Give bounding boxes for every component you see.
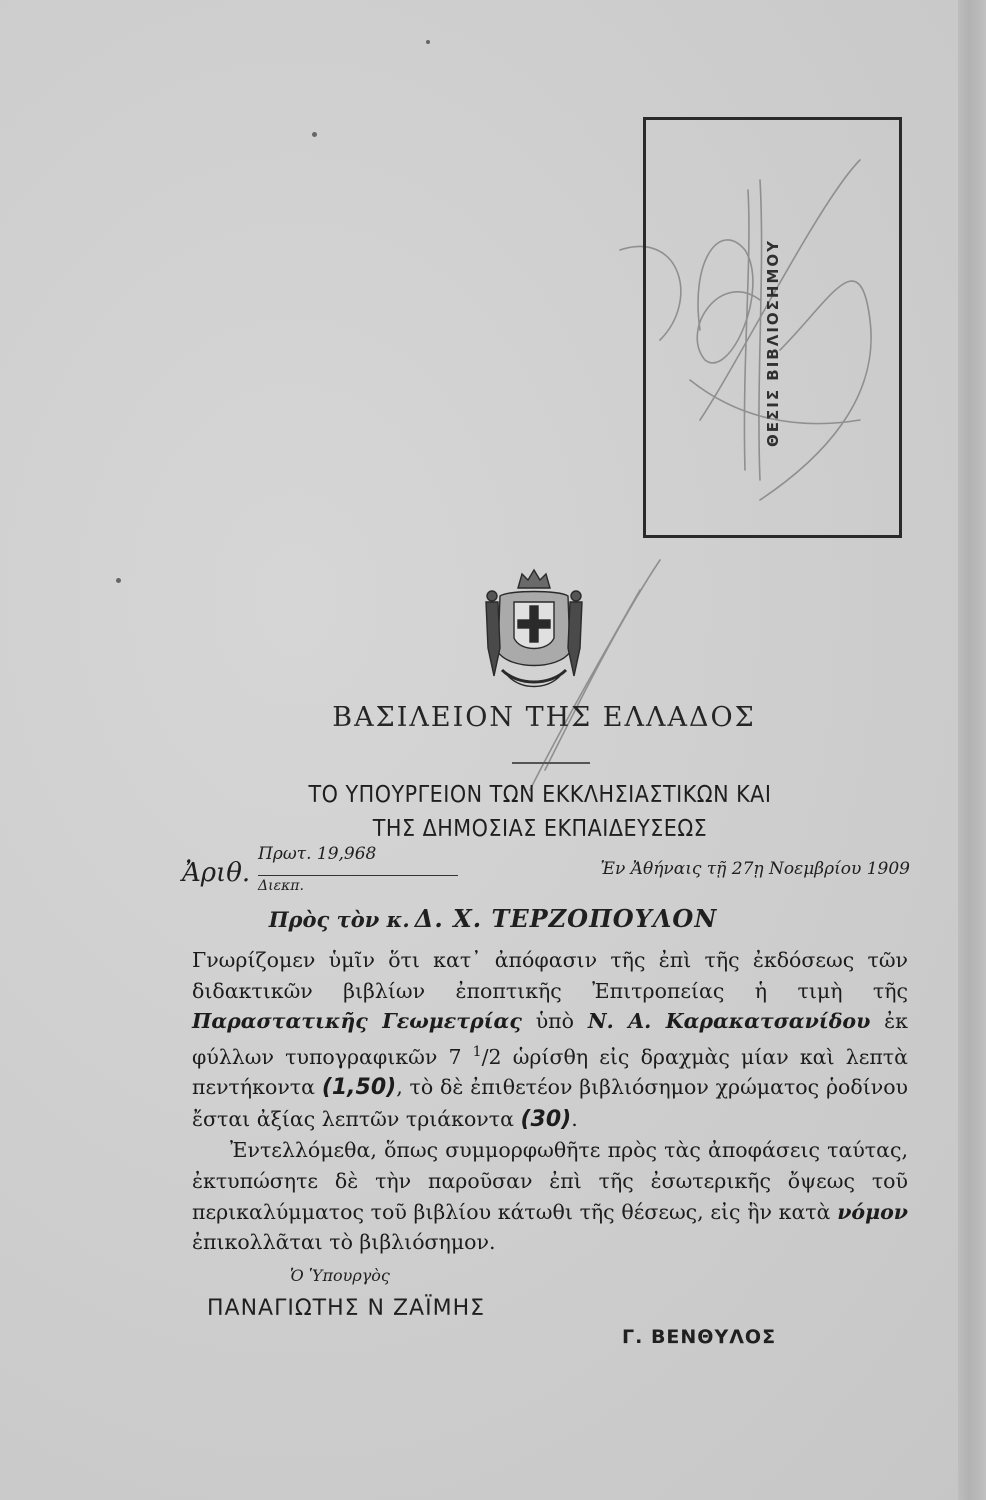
minister-name: ΠΑΝΑΓΙΩΤΗΣ Ν ΖΑΪΜΗΣ (207, 1296, 486, 1321)
book-title: Παραστατικῆς Γεωμετρίας (192, 1009, 522, 1034)
greek-royal-coat-of-arms-icon (478, 566, 590, 694)
text-run: ὡρίσθη εἰς δραχμὰς μίαν καὶ λεπτὰ πεντήκοντα (192, 1044, 908, 1100)
addressee-prefix: Πρὸς τὸν κ. (268, 907, 410, 932)
minister-title: Ὁ Ὑπουργὸς (290, 1266, 390, 1285)
divider-rule (512, 762, 590, 764)
text-run: ὑπὸ (521, 1009, 588, 1034)
author-name: Ν. Α. Καρακατσανίδου (587, 1009, 871, 1034)
text-run: ἐπικολλᾶται τὸ βιβλιόσημον. (192, 1230, 496, 1255)
kingdom-heading: ΒΑΣΙΛΕΙΟΝ ΤΗΣ ΕΛΛΑΔΟΣ (332, 702, 756, 733)
stamp-placement-label: ΘΕΣΙΣ ΒΙΒΛΙΟΣΗΜΟΥ (764, 238, 782, 448)
stamp-price: (30) (520, 1106, 572, 1132)
emphasis-word: νόμον (837, 1199, 908, 1224)
date-line: Ἐν Ἀθήναις τῇ 27ῃ Νοεμβρίου 1909 (600, 859, 910, 879)
paragraph-2 (192, 1135, 908, 1257)
text-run: , τὸ δὲ ἐπιθετέον βιβλιόσημον χρώματος ῥοδίνου ἔσται ἀξίας λεπτῶν τριάκοντα (192, 1075, 908, 1131)
paragraph-1 (192, 945, 908, 1135)
dispatch-label: Διεκπ. (258, 878, 304, 894)
fraction-rule (258, 875, 458, 876)
text-run: . (571, 1106, 578, 1131)
addressee (0, 904, 986, 933)
text-run: ἐκ φύλλων τυπογραφικῶν 7 (192, 1009, 908, 1069)
fraction (473, 1045, 502, 1069)
letter-body (192, 945, 908, 1258)
secretary-name: Γ. ΒΕΝΘΥΛΟΣ (622, 1326, 777, 1348)
fraction-denominator: /2 (481, 1044, 502, 1069)
protocol-number: Πρωτ. 19,968 (258, 844, 377, 864)
book-price: (1,50) (321, 1075, 397, 1101)
text-run: Ἐντελλόμεθα, ὅπως συμμορφωθῆτε πρὸς τὰς ἀποφάσεις ταύτας, ἐκτυπώσητε δὲ τὴν παροῦσαν ἐπὶ τῆς ἐσωτερικῆς ὄψεως τοῦ περικαλύμματος τοῦ βιβλίου κάτωθι τῆς θέσεως, εἰς ἣν κατὰ (192, 1138, 908, 1224)
ministry-heading (240, 778, 840, 846)
text-run: Γνωρίζομεν ὑμῖν ὅτι κατ᾽ ἀπόφασιν τῆς ἐπὶ τῆς ἐκδόσεως τῶν διδακτικῶν βιβλίων ἐποπτικῆς Ἐπιτροπείας ἡ τιμὴ τῆς (192, 948, 908, 1003)
addressee-name: Δ. Χ. ΤΕΡΖΟΠΟΥΛΟΝ (414, 904, 718, 933)
ministry-line-2: ΤΗΣ ΔΗΜΟΣΙΑΣ ΕΚΠΑΙΔΕΥΣΕΩΣ (372, 816, 708, 842)
fraction-numerator: 1 (472, 1043, 482, 1060)
number-label: Ἀριθ. (182, 858, 251, 888)
ministry-line-1: ΤΟ ΥΠΟΥΡΓΕΙΟΝ ΤΩΝ ΕΚΚΛΗΣΙΑΣΤΙΚΩΝ ΚΑΙ (308, 782, 772, 808)
